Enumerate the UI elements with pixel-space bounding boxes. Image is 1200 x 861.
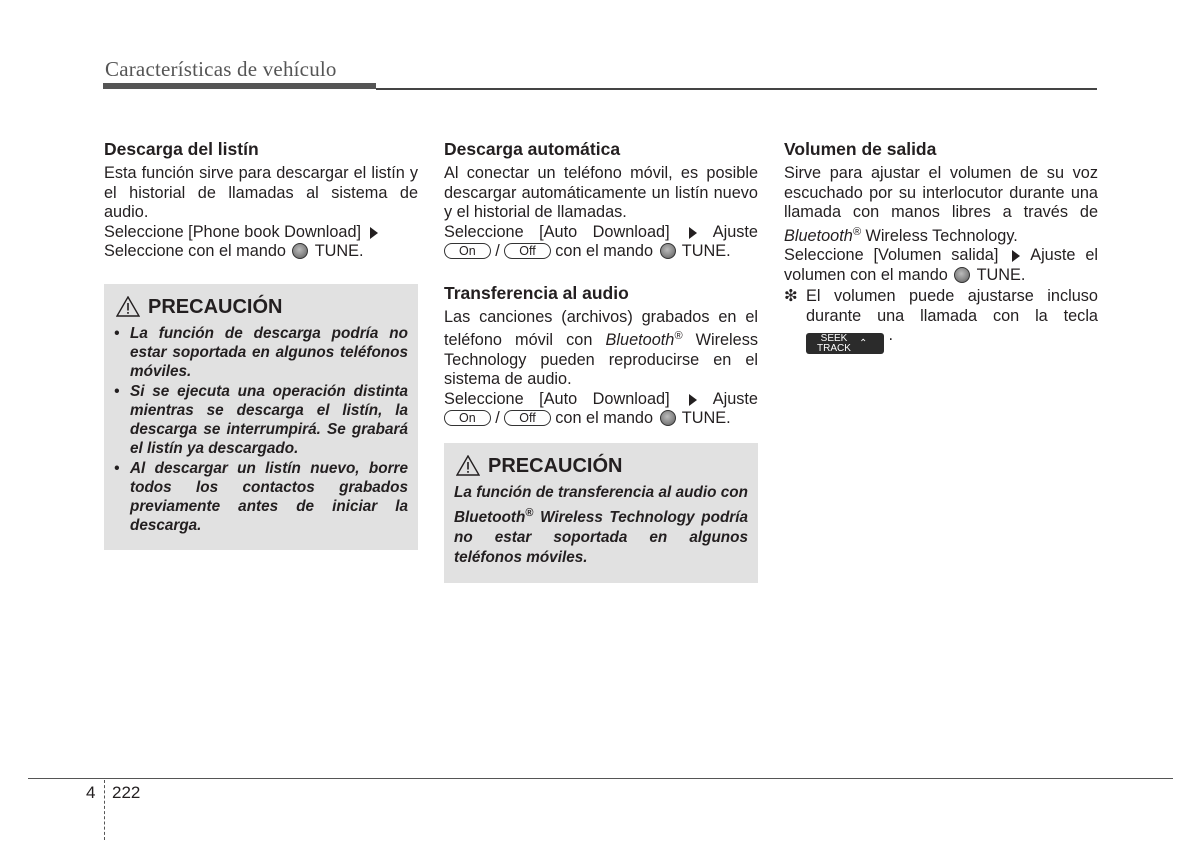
note-volume-during-call: ❇ El volumen puede ajustarse incluso durante una llamada con la tecla ⌄ SEEK TRACK ⌃ . — [784, 287, 1098, 354]
heading-auto-download: Descarga automática — [444, 139, 621, 159]
header-rule-thin — [376, 88, 1097, 90]
caution-box-download — [104, 284, 418, 550]
paragraph-phonebook-intro: Esta función sirve para descargar el listín y el historial de llamadas al sistema de audio. — [104, 164, 418, 221]
warning-triangle-icon — [456, 455, 480, 476]
paragraph-audio-transfer-steps: Seleccione [Auto Download] Ajuste — [444, 389, 758, 408]
caution-text: La función de transferencia al audio con Bluetooth® Wireless Technology podría no estar soportada en algunos teléfonos móviles. — [454, 483, 749, 567]
paragraph-audio-transfer: Las canciones (archivos) grabados en el teléfono móvil con Bluetooth® Wireless Technology pueden reproducirse en el sistema de audio. — [444, 307, 759, 388]
column-phonebook-download — [104, 138, 418, 550]
page-number: 222 — [112, 783, 141, 802]
arrow-right-icon — [370, 227, 378, 239]
on-button-icon: On — [444, 410, 491, 426]
arrow-right-icon — [1012, 250, 1020, 262]
tune-knob-icon — [292, 243, 308, 259]
caution-title: PRECAUCIÓN — [488, 454, 623, 477]
list-item: • Si se ejecuta una operación distinta mientras se descarga el listín, la descarga se interrumpirá. Se grabará el listín ya descargado. — [114, 382, 408, 457]
footer-divider — [104, 780, 105, 840]
heading-output-volume: Volumen de salida — [784, 139, 937, 159]
warning-triangle-icon — [116, 296, 140, 317]
note-asterisk-icon: ❇ — [784, 287, 798, 305]
column-output-volume — [784, 138, 1098, 354]
arrow-right-icon — [689, 394, 697, 406]
caution-list — [114, 324, 408, 535]
on-button-icon: On — [444, 243, 491, 259]
footer-rule — [28, 778, 1173, 779]
chapter-number: 4 — [86, 783, 96, 802]
section-title: Características de vehículo — [105, 57, 337, 81]
list-item: • Al descargar un listín nuevo, borre todos los contactos grabados previamente antes de iniciar la descarga. — [114, 459, 408, 534]
tune-knob-icon — [660, 410, 676, 426]
seek-track-button-icon: ⌄ SEEK TRACK ⌃ — [806, 333, 884, 354]
paragraph-output-volume-steps: Seleccione [Volumen salida] Ajuste el volumen con el mando TUNE. — [784, 246, 1098, 284]
heading-audio-transfer: Transferencia al audio — [444, 282, 629, 303]
arrow-right-icon — [689, 227, 697, 239]
heading-phonebook-download: Descarga del listín — [104, 139, 259, 159]
paragraph-phonebook-steps: Seleccione [Phone book Download] Seleccione con el mando TUNE. — [104, 223, 418, 262]
tune-knob-icon — [660, 243, 676, 259]
off-button-icon: Off — [504, 243, 550, 259]
paragraph-auto-download-steps: Seleccione [Auto Download] Ajuste — [444, 222, 758, 241]
paragraph-output-volume-intro: Sirve para ajustar el volumen de su voz escuchado por su interlocutor durante una llamada con manos libres a través de Bluetooth® Wireless Technology. — [784, 164, 1098, 245]
tune-knob-icon — [954, 267, 970, 283]
paragraph-auto-download-intro: Al conectar un teléfono móvil, es posible descargar automáticamente un listín nuevo y el historial de llamadas. — [444, 164, 758, 221]
caution-title: PRECAUCIÓN — [148, 295, 283, 318]
column-auto-download: Descarga automática Al conectar un teléfono móvil, es posible descargar automáticamente un listín nuevo y el historial de llamadas. Seleccione [Auto Download] Ajuste On / Off con el mando TUNE. Transferencia al audio Las canciones (archivos) grabados en el teléfono móvil con Bluetooth® Wireless Technology pueden reproducirse en el sistema de audio. Seleccione [Auto Download] Ajuste On / Off con el mando TUNE. PRECAUCIÓN La función de transferencia al audio con Bluetooth® Wireless Technology podría no estar soportada en algunos teléfonos móviles. — [444, 138, 758, 583]
header-rule-thick — [103, 83, 376, 89]
caution-box-audio-transfer — [444, 443, 758, 583]
off-button-icon: Off — [504, 410, 550, 426]
list-item: • La función de descarga podría no estar soportada en algunos teléfonos móviles. — [114, 324, 408, 380]
